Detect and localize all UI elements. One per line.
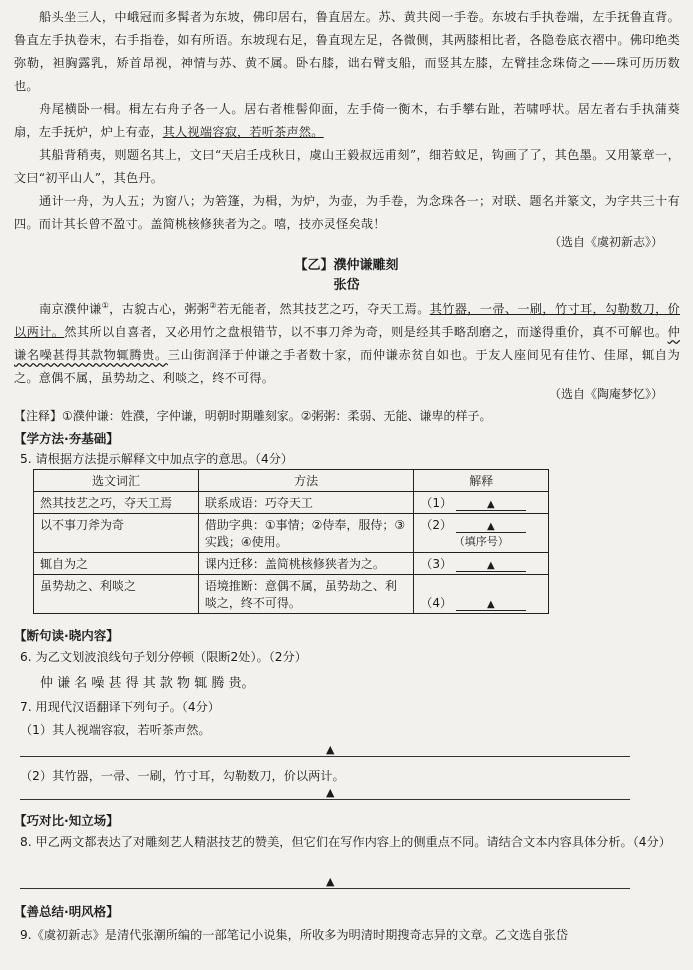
answer-blank[interactable] [456, 518, 526, 533]
footnote-1-marker: ① [101, 301, 110, 310]
section-heading-1: 【学方法·夯基础】 [14, 431, 119, 446]
cell-word: 然其技艺之巧，夺天工焉 [34, 492, 199, 514]
vocab-table [33, 469, 549, 614]
cell-answer [414, 553, 549, 575]
triangle-icon: ▲ [487, 599, 495, 610]
triangle-icon: ▲ [326, 875, 335, 888]
jia-para-2-underlined: 其人视端容寂，若听茶声然。 [162, 125, 324, 139]
yi-source: （选自《陶庵梦忆》） [548, 387, 663, 401]
jia-para-2 [14, 98, 680, 144]
col-header-word: 选文词汇 [34, 470, 199, 492]
jia-para-3: 其船背稍夷，则题名其上，文曰“天启壬戌秋日，虞山王毅叔远甫刻”，细若蚊足，钩画了了，其色墨。又用篆章一，文曰“初平山人”，其色丹。 [14, 148, 680, 185]
answer-num: （1） [420, 496, 453, 510]
yi-wavy-sentence: 仲谦名噪甚得其款物辄腾贵。 [14, 325, 680, 363]
cell-word: 以不事刀斧为奇 [34, 514, 199, 553]
question-7: 7. 用现代汉语翻译下列句子。（4分） [20, 700, 220, 714]
yi-text-d: 然其所以自喜者，又必用竹之盘根错节，以不事刀斧为奇，则是经其手略刮磨之，而遂得重价，真不可解也。 [64, 325, 668, 340]
answer-num: （2） [420, 518, 453, 532]
answer-num: （4） [420, 596, 453, 610]
question-6: 6. 为乙文划波浪线句子划分停顿（限断2处）。（2分） [20, 650, 307, 664]
answer-hint: （填序号） [453, 535, 509, 548]
answer-line-7-2[interactable] [20, 799, 630, 800]
footnote-2-marker: ② [209, 301, 217, 310]
answer-num: （3） [420, 557, 453, 571]
col-header-explain: 解释 [414, 470, 549, 492]
yi-text-e: 三山街润泽于仲谦之手者数十家，而仲谦赤贫自如也。于友人座间见有佳竹、佳犀，辄自为之。意偶不属，虽势劫之、利啖之，终不可得。 [14, 348, 681, 386]
jia-para-4: 通计一舟，为人五；为窗八；为箬篷，为楫，为炉，为壶，为手卷，为念珠各一；对联、题名并篆文，为字共三十有四。而计其长曾不盈寸。盖简桃核修狭者为之。嘻，技亦灵怪矣哉！ [14, 194, 680, 231]
cell-method: 课内迁移：盖简桃核修狭者为之。 [198, 553, 414, 575]
yi-author: 张岱 [333, 278, 360, 293]
question-9: 9.《虞初新志》是清代张潮所编的一部笔记小说集，所收多为明清时期搜奇志异的文章。乙文选自张岱 [20, 928, 568, 942]
cell-method: 语境推断：意偶不属，虽势劫之、利啖之，终不可得。 [198, 575, 414, 614]
triangle-icon: ▲ [487, 560, 495, 571]
yi-para [14, 294, 680, 390]
jia-para-1: 船头坐三人，中峨冠而多髯者为东坡，佛印居右，鲁直居左。苏、黄共阅一手卷。东坡右手执卷端，左手抚鲁直背。鲁直左手执卷末，右手指卷，如有所语。东坡现右足，鲁直现左足，各微侧，其两膝相比者，各隐卷底衣褶中。佛印绝类弥勒，袒胸露乳，矫首昂视，神情与苏、黄不属。卧右膝，诎右臂支船，而竖其左膝，左臂挂念珠倚之——珠可历历数也。 [14, 10, 680, 93]
triangle-icon: ▲ [487, 499, 495, 510]
question-7-1: （1）其人视端容寂，若听茶声然。 [20, 723, 211, 737]
table-row [34, 575, 549, 614]
table-header-row [34, 470, 549, 492]
yi-text-a: 南京濮仲谦 [39, 302, 102, 317]
yi-text-c: 若无能者，然其技艺之巧，夺天工焉。 [216, 302, 430, 317]
cell-answer [414, 575, 549, 614]
col-header-method: 方法 [198, 470, 414, 492]
yi-underlined-sentence: 其竹器，一帚、一刷，竹寸耳，勾勒数刀，价以两计。 [14, 302, 681, 340]
yi-text-b: ，古貌古心，粥粥 [109, 302, 210, 317]
cell-answer [414, 514, 549, 553]
question-5: 5. 请根据方法提示解释文中加点字的意思。（4分） [20, 452, 294, 466]
cell-method: 联系成语：巧夺天工 [198, 492, 414, 514]
jia-source: （选自《虞初新志》） [548, 235, 663, 249]
triangle-icon: ▲ [487, 521, 495, 532]
cell-word: 虽势劫之、利啖之 [34, 575, 199, 614]
table-row [34, 492, 549, 514]
section-heading-4: 【善总结·明风格】 [14, 904, 119, 919]
triangle-icon: ▲ [326, 743, 335, 756]
answer-line-7-1[interactable] [20, 756, 630, 757]
question-6-sentence: 仲 谦 名 噪 甚 得 其 款 物 辄 腾 贵。 [40, 676, 255, 691]
answer-line-8[interactable] [20, 888, 630, 889]
cell-method: 借助字典：①事情；②侍奉，服侍；③实践；④使用。 [198, 514, 414, 553]
answer-blank[interactable] [456, 596, 526, 611]
annotation-note: 【注释】①濮仲谦：姓濮，字仲谦，明朝时期雕刻家。②粥粥：柔弱、无能、谦卑的样子。 [14, 409, 492, 423]
section-heading-2: 【断句读·晓内容】 [14, 628, 119, 643]
question-7-2: （2）其竹器，一帚、一刷，竹寸耳，勾勒数刀，价以两计。 [20, 769, 345, 783]
cell-answer [414, 492, 549, 514]
triangle-icon: ▲ [326, 786, 335, 799]
cell-word: 辄自为之 [34, 553, 199, 575]
question-8: 8. 甲乙两文都表达了对雕刻艺人精湛技艺的赞美，但它们在写作内容上的侧重点不同。请结合文本内容具体分析。（4分） [20, 835, 671, 849]
section-heading-3: 【巧对比·知立场】 [14, 813, 119, 828]
table-row [34, 514, 549, 553]
answer-blank[interactable] [456, 557, 526, 572]
jia-para-2-text: 舟尾横卧一楫。楫左右舟子各一人。居右者椎髻仰面，左手倚一衡木，右手攀右趾，若啸呼状。居左者右手执蒲葵扇，左手抚炉，炉上有壶， [14, 102, 680, 139]
table-row [34, 553, 549, 575]
answer-blank[interactable] [456, 496, 526, 511]
yi-title: 【乙】濮仲谦雕刻 [294, 258, 399, 273]
